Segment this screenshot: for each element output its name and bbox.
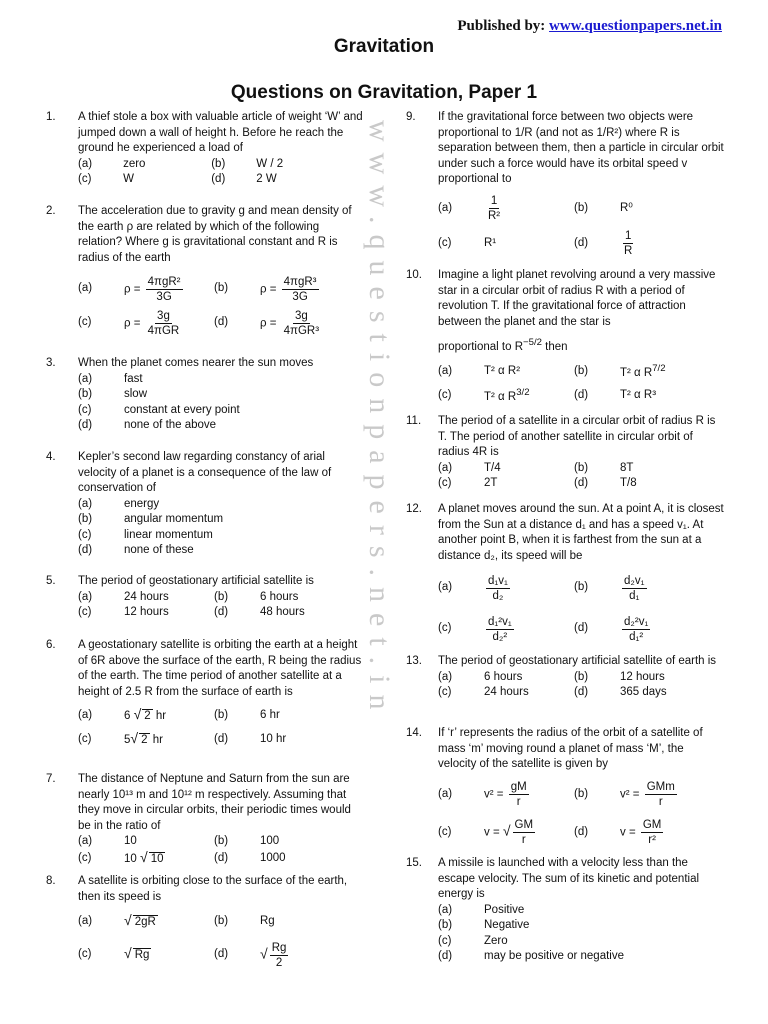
question-12: 12. A planet moves around the sun. At a point A, it is closest from the Sun at a distance d₁ and has a speed v₁. At another point B, when it is farthest from the sun at a distance d₂, its speed will be (a) $\frac{\text{d₁v₁}}{\text{d₂}}$ (b) $\frac{\text{d₂v₁}}{\text{d₁}}$ (c) $\frac{\text{d₁²v₁}}{\text{d₂²}}$ (d) $\frac{\text{d₂²v₁}}{\text{d₁²}}$ [406, 503, 724, 643]
question-8: 8. A satellite is orbiting close to the surface of the earth, then its speed is (a) √ 2gR (b) Rg (c) √ Rg (d) √ $\frac{Rg}{2}$ [46, 875, 348, 969]
page-title: Gravitation [333, 36, 435, 57]
question-text: The acceleration due to gravity g and mean density of the earth ρ are related by which of the following relation? Where g is gravitational constant and R is radius of the earth [78, 205, 352, 264]
question-9: 9. If the gravitational force between two objects were proportional to 1/R (and not as 1/R²) where R is separation between them, then a particle in circular orbit under such a force would have its orbital speed v proportional to (a) $\frac{1}{\text{R²}}$ (b) R⁰ (c) R¹ (d) $\frac{1}{R}$ [406, 111, 724, 257]
question-15: 15. A missile is launched with a velocity less than the escape velocity. The sum of its kinetic and potential energy is (a) Positive (b) Negative (c) Zero (d) may be positive or negative [406, 857, 700, 962]
question-1: 1. A thief stole a box with valuable article of weight ‘W’ and jumped down a wall of height h. Before he reach the ground he experienced a load of (a) zero (b) W / 2 (c) W (d) 2 W [46, 111, 363, 185]
question-6: 6. A geostationary satellite is orbiting the earth at a height of 6R above the surface of the earth, R being the radius of the earth. The time period of another satellite at a height of 2.5 R from the surface of earth is (a) 6 √ 2 hr (b) 6 hr (c) 5√ 2 hr (d) 10 hr [46, 639, 362, 747]
question-7: 7. The distance of Neptune and Saturn from the sun are nearly 10¹³ m and 10¹² m respectively. Assuming that they move in circular orbits, their periodic times would be in the ratio of (a) 10 (b) 100 (c) 10 √ 10 (d) 1000 [46, 773, 351, 865]
question-text: A thief stole a box with valuable article of weight ‘W’ and jumped down a wall of height h. Before he reach the ground he experienced a load of [78, 111, 363, 154]
question-2: 2. The acceleration due to gravity g and mean density of the earth ρ are related by which of the following relation? Where g is gravitational constant and R is radius of the earth (a) ρ = $\frac{\text{4πgR²}}{3G}$ (b) ρ = $\frac{\text{4πgR³}}{3G}$ (c) ρ = $\frac{3g}{\text{4πGR}}$ (d) ρ = $\frac{3g}{\text{4πGR³}}$ [46, 204, 364, 340]
publisher-line [457, 18, 722, 35]
question-5: 5. The period of geostationary artificial satellite is (a) 24 hours (b) 6 hours (c) 12 hours (d) 48 hours [46, 575, 314, 618]
question-14: 14. If ‘r’ represents the radius of the orbit of a satellite of mass ‘m’ moving round a planet of mass ‘M’, the velocity of the satellite is given by (a) v² = $\frac{gM}{r}$ (b) v² = $\frac{\text{GMm}}{r}$ (c) v = √ $\frac{GM}{r}$ (d) v = $\frac{GM}{\text{r²}}$ [406, 727, 703, 846]
question-10: 10. Imagine a light planet revolving around a very massive star in a circular orbit of radius R with a period of revolution T. If the gravitational force of attraction between the planet and the star is proportional to $R^{-5/2}$ then (a) T² α R² (b) T² α $R^{7/2}$ (c) T² α $R^{3/2}$ (d) T² α R³ [406, 269, 716, 403]
watermark-text: www.questionpapers.net.in [363, 120, 396, 721]
question-3: 3. When the planet comes nearer the sun moves (a) fast (b) slow (c) constant at every point (d) none of the above [46, 357, 314, 431]
question-11: 11. The period of a satellite in a circular orbit of radius R is T. The period of another satellite in circular orbit of radius 4R is (a) T/4 (b) 8T (c) 2T (d) T/8 [406, 415, 716, 489]
question-4: 4. Kepler’s second law regarding constancy of arial velocity of a planet is a consequence of the law of conservation of (a) energy (b) angular momentum (c) linear momentum (d) none of these [46, 451, 332, 556]
paper-subtitle: Questions on Gravitation, Paper 1 [230, 82, 538, 103]
question-13: 13. The period of geostationary artificial satellite of earth is (a) 6 hours (b) 12 hours (c) 24 hours (d) 365 days [406, 655, 717, 698]
watermark [363, 120, 398, 970]
publisher-link[interactable]: www.questionpapers.net.in [549, 18, 722, 34]
published-label: Published by: [457, 18, 546, 34]
